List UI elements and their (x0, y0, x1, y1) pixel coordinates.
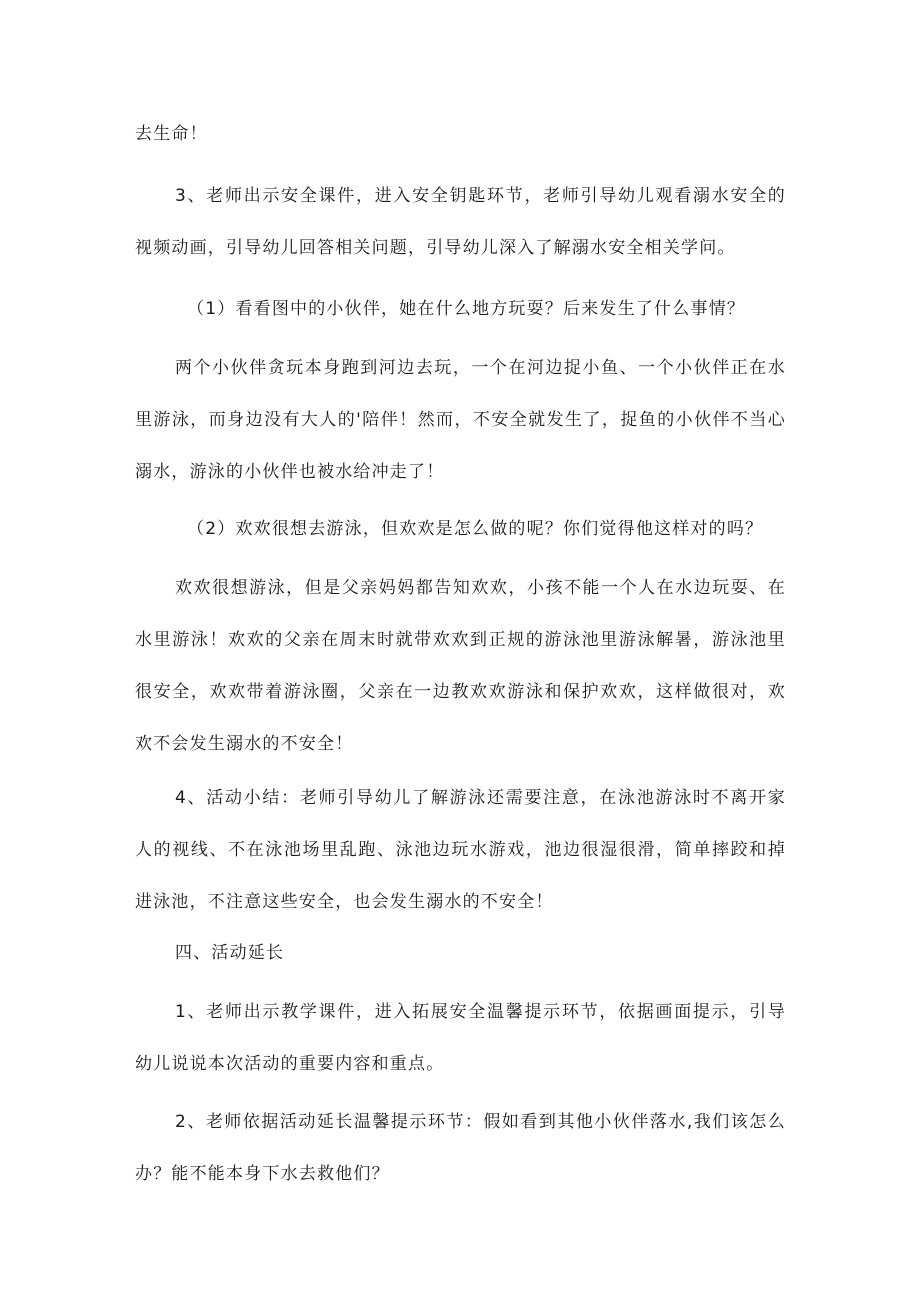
paragraph-continuation: 去生命！ (135, 124, 208, 144)
paragraph-answer-1: 两个小伙伴贪玩本身跑到河边去玩，一个在河边捉小鱼、一个小伙伴正在水里游泳，而身边没有大人的'陪伴！然而，不安全就发生了，捉鱼的小伙伴不当心溺水，游泳的小伙伴也被水给冲走了！ (135, 358, 786, 482)
section-heading-extension: 四、活动延长 (175, 943, 285, 963)
paragraph-question-1: （1）看看图中的小伙伴，她在什么地方玩耍？后来发生了什么事情？ (187, 299, 746, 319)
paragraph-question-2: （2）欢欢很想去游泳，但欢欢是怎么做的呢？你们觉得他这样对的吗？ (187, 519, 764, 539)
paragraph-step-4-summary: 4、活动小结：老师引导幼儿了解游泳还需要注意，在泳池游泳时不离开家人的视线、不在泳池场里乱跑、泳池边玩水游戏，池边很湿很滑，简单摔跤和掉进泳池，不注意这些安全，也会发生溺水的不安全！ (135, 788, 786, 912)
paragraph-extension-1: 1、老师出示教学课件，进入拓展安全温馨提示环节，依据画面提示，引导幼儿说说本次活动的重要内容和重点。 (135, 1002, 786, 1074)
paragraph-answer-2: 欢欢很想游泳，但是父亲妈妈都告知欢欢，小孩不能一个人在水边玩耍、在水里游泳！欢欢的父亲在周末时就带欢欢到正规的游泳池里游泳解暑，游泳池里很安全，欢欢带着游泳圈，父亲在一边教欢欢游泳和保护欢欢，这样做很对，欢欢不会发生溺水的不安全！ (135, 578, 786, 754)
paragraph-step-3: 3、老师出示安全课件，进入安全钥匙环节，老师引导幼儿观看溺水安全的视频动画，引导幼儿回答相关问题，引导幼儿深入了解溺水安全相关学问。 (135, 186, 786, 258)
paragraph-extension-2: 2、老师依据活动延长温馨提示环节：假如看到其他小伙伴落水,我们该怎么办？能不能本身下水去救他们？ (135, 1112, 786, 1184)
